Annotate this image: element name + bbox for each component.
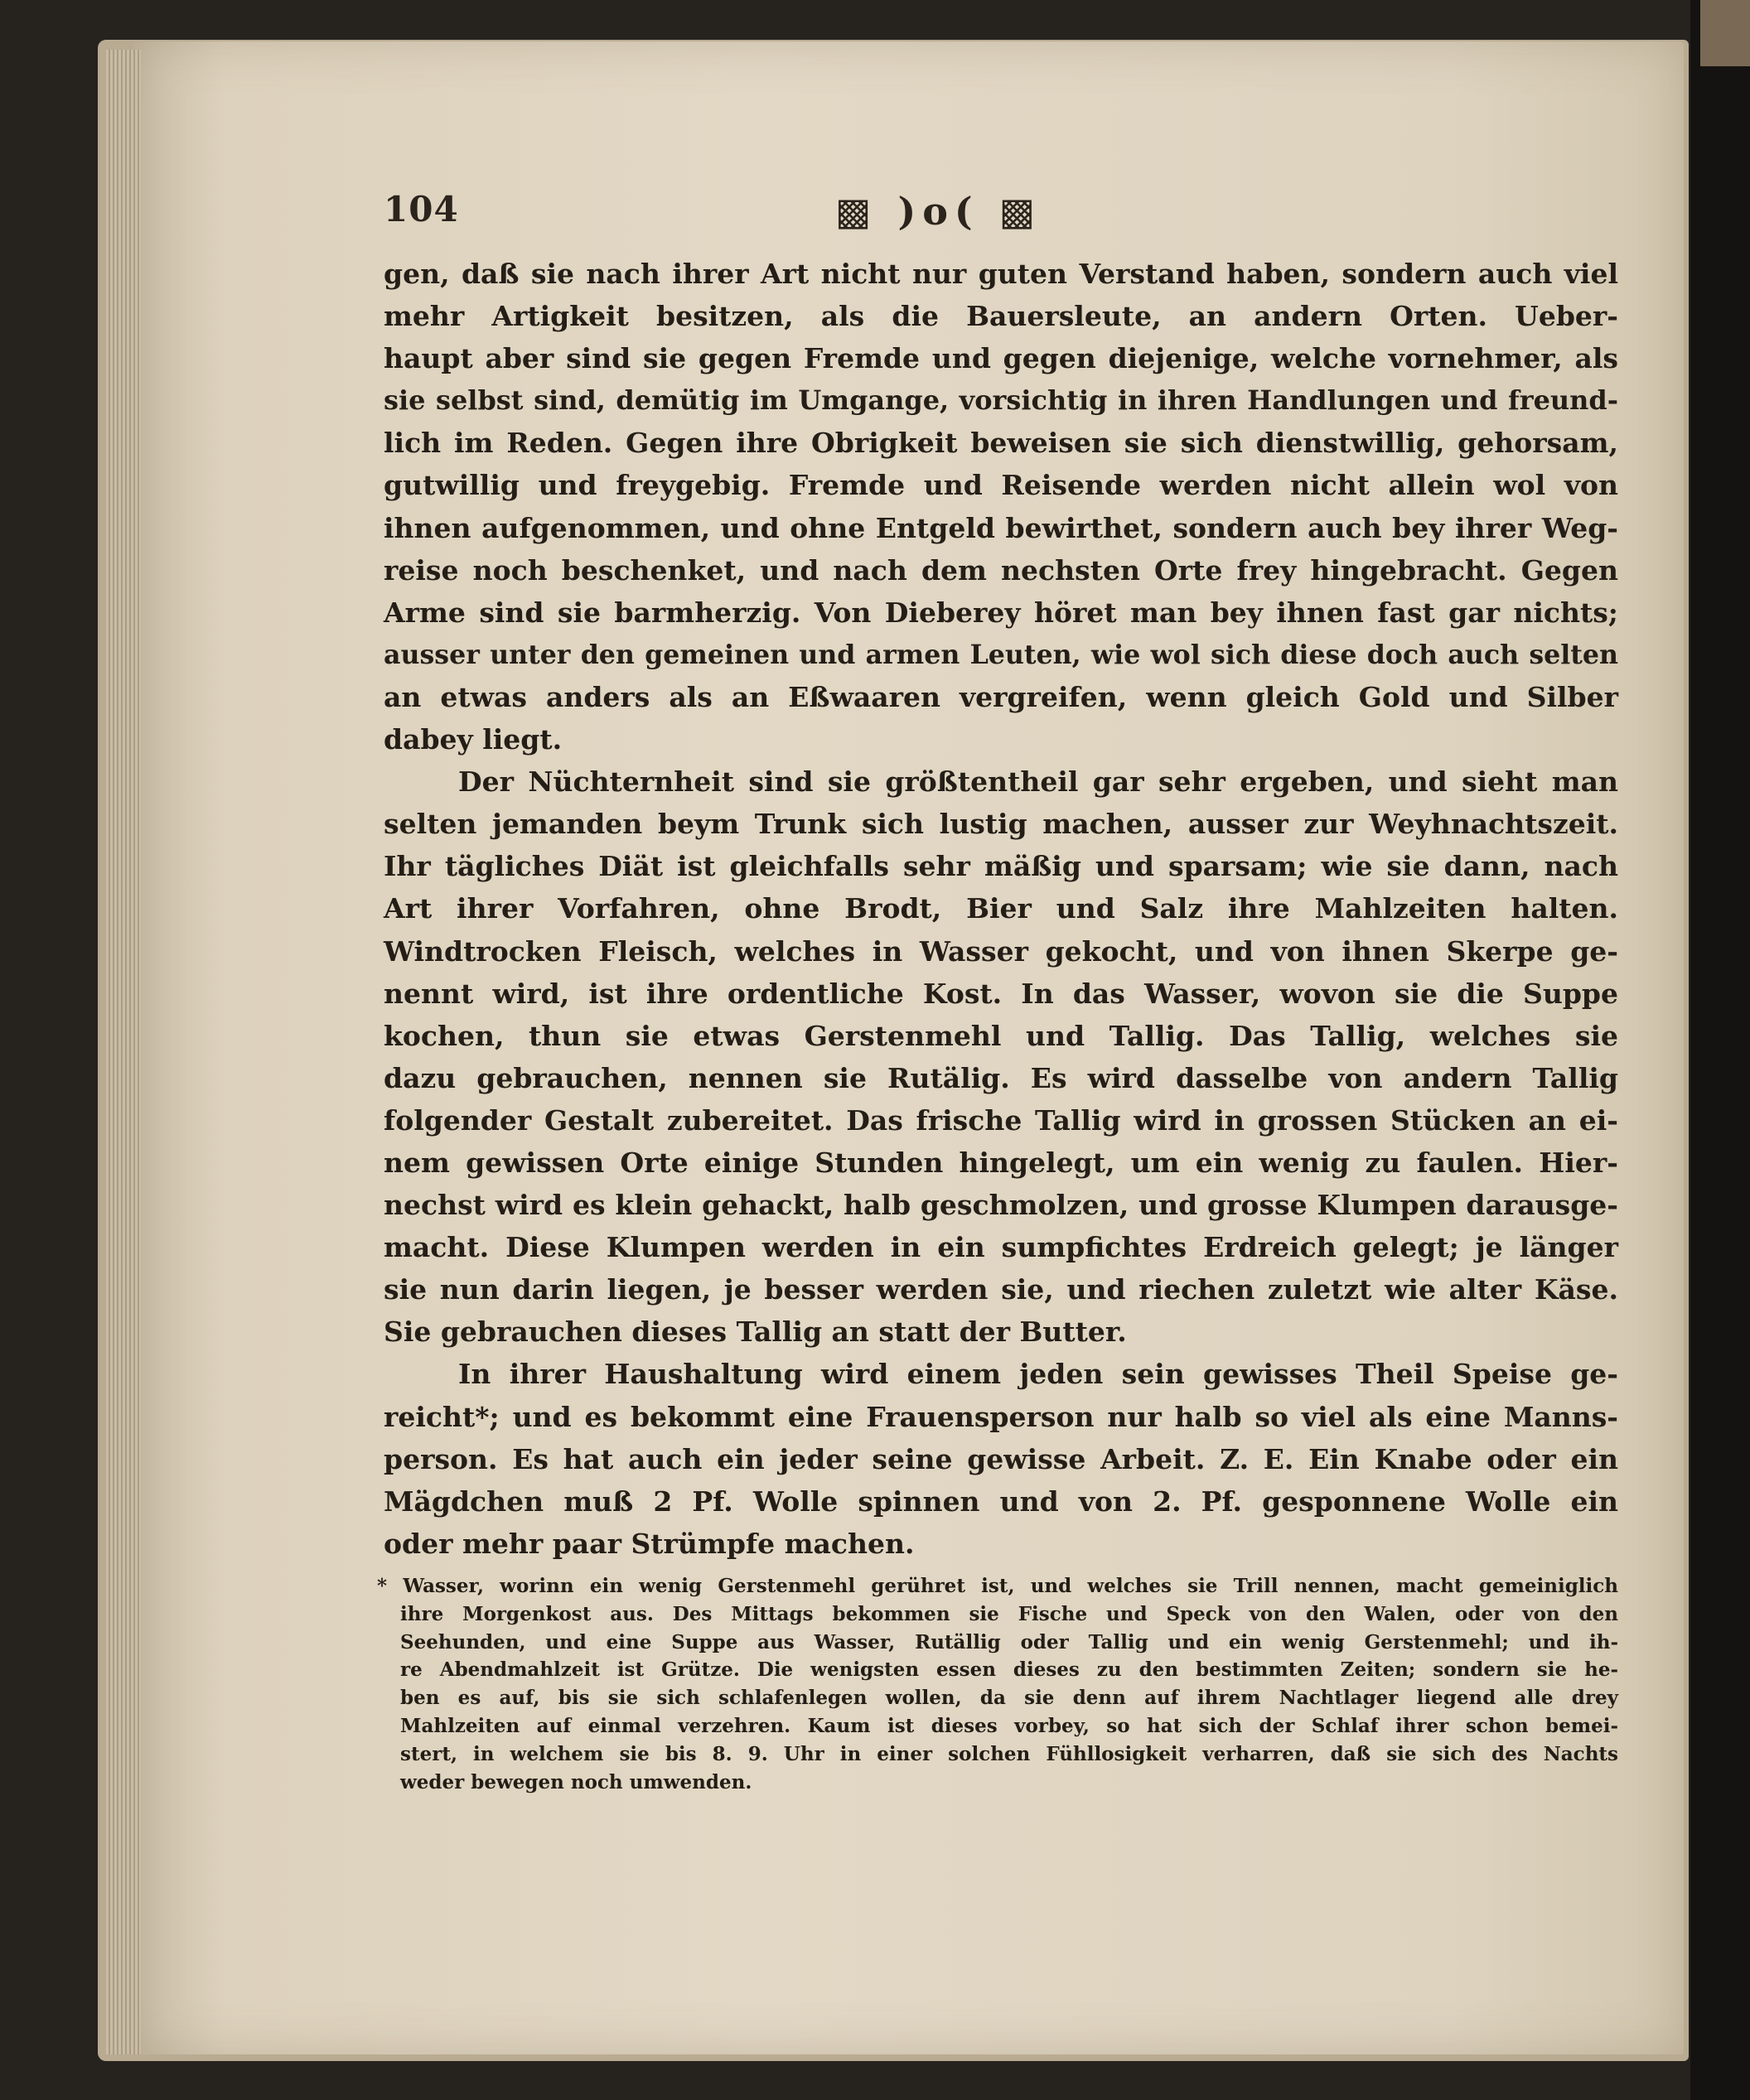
text-line: Windtrocken Fleisch, welches in Wasser gekocht, und von ihnen Skerpe ge- xyxy=(384,934,1618,968)
text-line: selten jemanden beym Trunk sich lustig machen, ausser zur Weyhnachtszeit. xyxy=(384,808,1618,841)
text-line: nem gewissen Orte einige Stunden hingelegt, um ein wenig zu faulen. Hier- xyxy=(384,1146,1618,1179)
main-text xyxy=(384,253,1618,1565)
scan-corner-strip xyxy=(1700,0,1750,66)
text-line: nennt wird, ist ihre ordentliche Kost. In das Wasser, wovon sie die Suppe xyxy=(384,977,1618,1010)
footnote-line: Seehunden, und eine Suppe aus Wasser, Rutällig oder Tallig und ein wenig Gerstenmehl; und ih- xyxy=(400,1630,1618,1653)
text-line: sie nun darin liegen, je besser werden sie, und riechen zuletzt wie alter Käse. xyxy=(384,1273,1618,1306)
text-line: oder mehr paar Strümpfe machen. xyxy=(384,1527,915,1560)
text-line: reicht*; und es bekommt eine Frauensperson nur halb so viel als eine Manns- xyxy=(384,1400,1618,1433)
text-line: reise noch beschenket, und nach dem nechsten Orte frey hingebracht. Gegen xyxy=(384,553,1618,587)
text-line: nechst wird es klein gehackt, halb geschmolzen, und grosse Klumpen darausge- xyxy=(384,1189,1618,1222)
text-line: ausser unter den gemeinen und armen Leuten, wie wol sich diese doch auch selten xyxy=(384,639,1618,670)
text-line: Der Nüchternheit sind sie größtentheil gar sehr ergeben, und sieht man xyxy=(458,765,1618,799)
text-line: macht. Diese Klumpen werden in ein sumpfichtes Erdreich gelegt; je länger xyxy=(384,1231,1618,1264)
page-edges xyxy=(106,50,141,2054)
footnote-line: ben es auf, bis sie sich schlafenlegen wollen, da sie denn auf ihrem Nachtlager liegend alle drey xyxy=(400,1687,1618,1710)
text-line: an etwas anders als an Eßwaaren vergreifen, wenn gleich Gold und Silber xyxy=(384,680,1618,713)
footnote-line: ihre Morgenkost aus. Des Mittags bekommen sie Fische und Speck von den Walen, oder von den xyxy=(400,1602,1618,1625)
footnote-line: weder bewegen noch umwenden. xyxy=(400,1770,752,1793)
header-ornament: ▩ )o( ▩ xyxy=(835,189,1042,234)
text-line: In ihrer Haushaltung wird einem jeden sein gewisses Theil Speise ge- xyxy=(458,1358,1618,1391)
text-line: Art ihrer Vorfahren, ohne Brodt, Bier und Salz ihre Mahlzeiten halten. xyxy=(384,892,1618,925)
text-line: Mägdchen muß 2 Pf. Wolle spinnen und von 2. Pf. gesponnene Wolle ein xyxy=(384,1484,1618,1518)
text-line: mehr Artigkeit besitzen, als die Bauersleute, an andern Orten. Ueber- xyxy=(384,300,1618,333)
text-line: haupt aber sind sie gegen Fremde und gegen diejenige, welche vornehmer, als xyxy=(384,342,1618,375)
footnote-line: * Wasser, worinn ein wenig Gerstenmehl gerühret ist, und welches sie Trill nennen, macht gemeiniglich xyxy=(377,1575,1618,1597)
text-line: Arme sind sie barmherzig. Von Dieberey höret man bey ihnen fast gar nichts; xyxy=(384,596,1618,629)
text-line: gen, daß sie nach ihrer Art nicht nur guten Verstand haben, sondern auch viel xyxy=(384,258,1618,290)
text-line: folgender Gestalt zubereitet. Das frische Tallig wird in grossen Stücken an ei- xyxy=(384,1103,1618,1137)
running-header xyxy=(384,189,1618,239)
footnote-line: stert, in welchem sie bis 8. 9. Uhr in einer solchen Fühllosigkeit verharren, daß sie sich des Nachts xyxy=(400,1742,1618,1765)
text-line: dazu gebrauchen, nennen sie Rutälig. Es wird dasselbe von andern Tallig xyxy=(384,1061,1618,1094)
text-line: sie selbst sind, demütig im Umgange, vorsichtig in ihren Handlungen und freund- xyxy=(384,384,1618,417)
text-line: person. Es hat auch ein jeder seine gewisse Arbeit. Z. E. Ein Knabe oder ein xyxy=(384,1442,1618,1475)
text-line: gutwillig und freygebig. Fremde und Reisende werden nicht allein wol von xyxy=(384,469,1618,502)
page-number: 104 xyxy=(384,189,459,229)
footnote xyxy=(377,1572,1618,1796)
text-line: kochen, thun sie etwas Gerstenmehl und Tallig. Das Tallig, welches sie xyxy=(384,1019,1618,1052)
footnote-line: Mahlzeiten auf einmal verzehren. Kaum ist dieses vorbey, so hat sich der Schlaf ihrer schon bemei- xyxy=(400,1714,1618,1737)
scan-right-border xyxy=(1690,0,1750,2100)
footnote-line: re Abendmahlzeit ist Grütze. Die wenigsten essen dieses zu den bestimmten Zeiten; sondern sie he- xyxy=(400,1658,1618,1682)
text-line: dabey liegt. xyxy=(384,723,563,756)
text-line: ihnen aufgenommen, und ohne Entgeld bewirthet, sondern auch bey ihrer Weg- xyxy=(384,511,1618,544)
text-line: Sie gebrauchen dieses Tallig an statt der Butter. xyxy=(384,1316,1127,1349)
text-line: Ihr tägliches Diät ist gleichfalls sehr mäßig und sparsam; wie sie dann, nach xyxy=(384,850,1618,883)
text-line: lich im Reden. Gegen ihre Obrigkeit beweisen sie sich dienstwillig, gehorsam, xyxy=(384,427,1618,460)
